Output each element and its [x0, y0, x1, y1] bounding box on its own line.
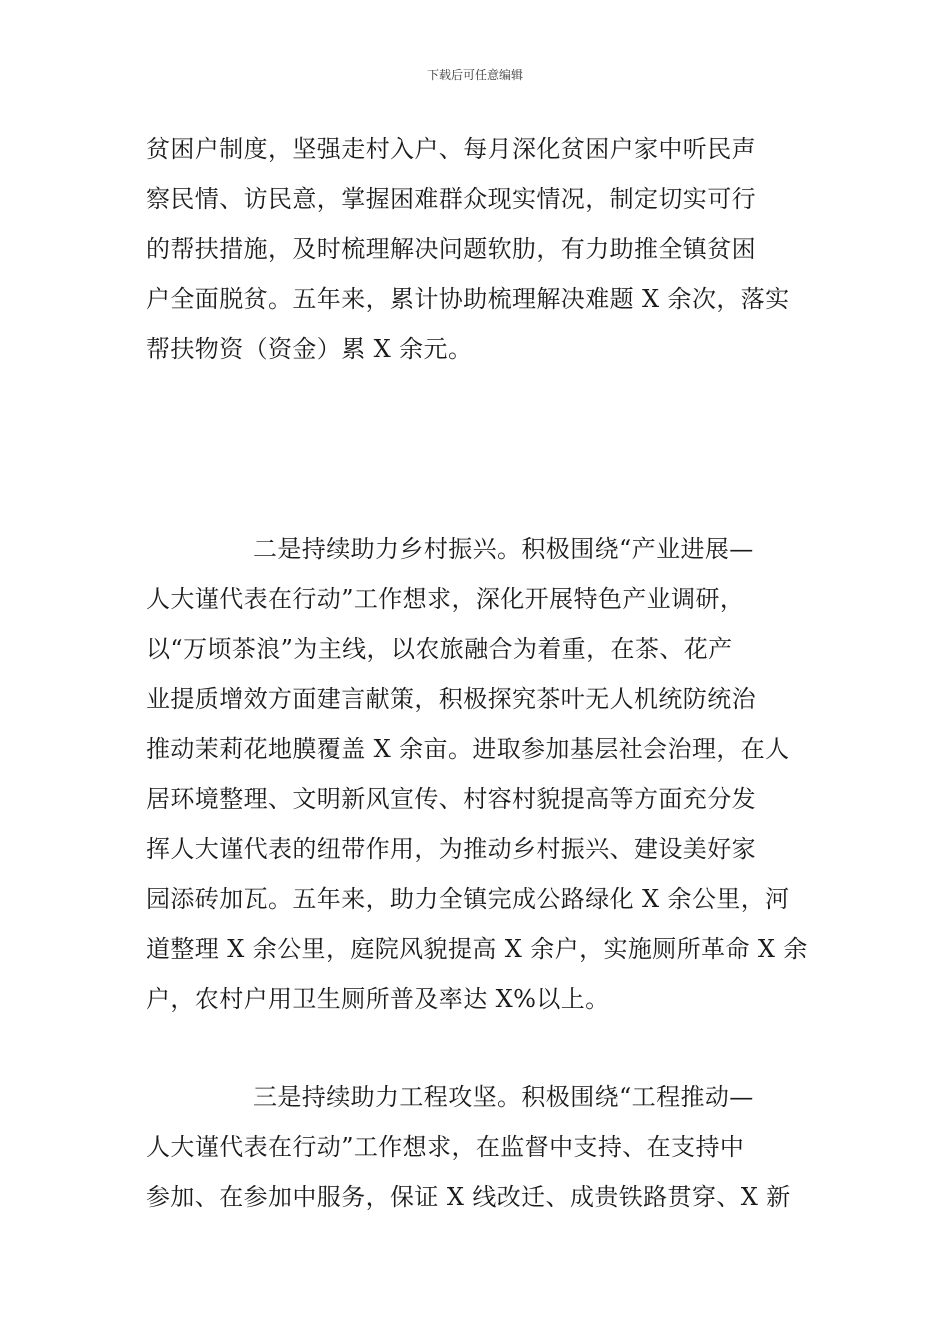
paragraph-2-line-9: 道整理 X 余公里，庭院风貌提高 X 余户，实施厕所革命 X 余: [146, 935, 808, 963]
paragraph-2-line-10: 户，农村户用卫生厕所普及率达 X%以上。: [146, 985, 610, 1013]
paragraph-1-line-5: 帮扶物资（资金）累 X 余元。: [146, 335, 473, 363]
paragraph-1-line-2: 察民情、访民意，掌握困难群众现实情况，制定切实可行: [146, 185, 756, 213]
paragraph-1-line-1: 贫困户制度，坚强走村入户、每月深化贫困户家中听民声: [146, 135, 756, 163]
paragraph-2-line-2: 人大谨代表在行动”工作想求，深化开展特色产业调研，: [146, 585, 745, 613]
paragraph-2-line-4: 业提质增效方面建言献策，积极探究茶叶无人机统防统治: [146, 685, 756, 713]
paragraph-1-line-3: 的帮扶措施，及时梳理解决问题软肋，有力助推全镇贫困: [146, 235, 756, 263]
paragraph-2-line-5: 推动茉莉花地膜覆盖 X 余亩。进取参加基层社会治理，在人: [146, 735, 790, 763]
header-note: 下载后可任意编辑: [426, 68, 523, 82]
paragraph-2-line-3: 以“万顷茶浪”为主线，以农旅融合为着重，在茶、花产: [146, 635, 733, 663]
paragraph-3-line-3: 参加、在参加中服务，保证 X 线改迁、成贵铁路贯穿、X 新: [146, 1183, 791, 1211]
paragraph-2-line-1: 二是持续助力乡村振兴。积极围绕“产业进展—: [253, 535, 754, 563]
paragraph-3-line-1: 三是持续助力工程攻坚。积极围绕“工程推动—: [253, 1083, 754, 1111]
paragraph-2-line-8: 园添砖加瓦。五年来，助力全镇完成公路绿化 X 余公里，河: [146, 885, 790, 913]
paragraph-3-line-2: 人大谨代表在行动”工作想求，在监督中支持、在支持中: [146, 1133, 745, 1161]
paragraph-1-line-4: 户全面脱贫。五年来，累计协助梳理解决难题 X 余次，落实: [146, 285, 790, 313]
paragraph-2-line-7: 挥人大谨代表的纽带作用，为推动乡村振兴、建设美好家: [146, 835, 756, 863]
paragraph-2-line-6: 居环境整理、文明新风宣传、村容村貌提高等方面充分发: [146, 785, 756, 813]
